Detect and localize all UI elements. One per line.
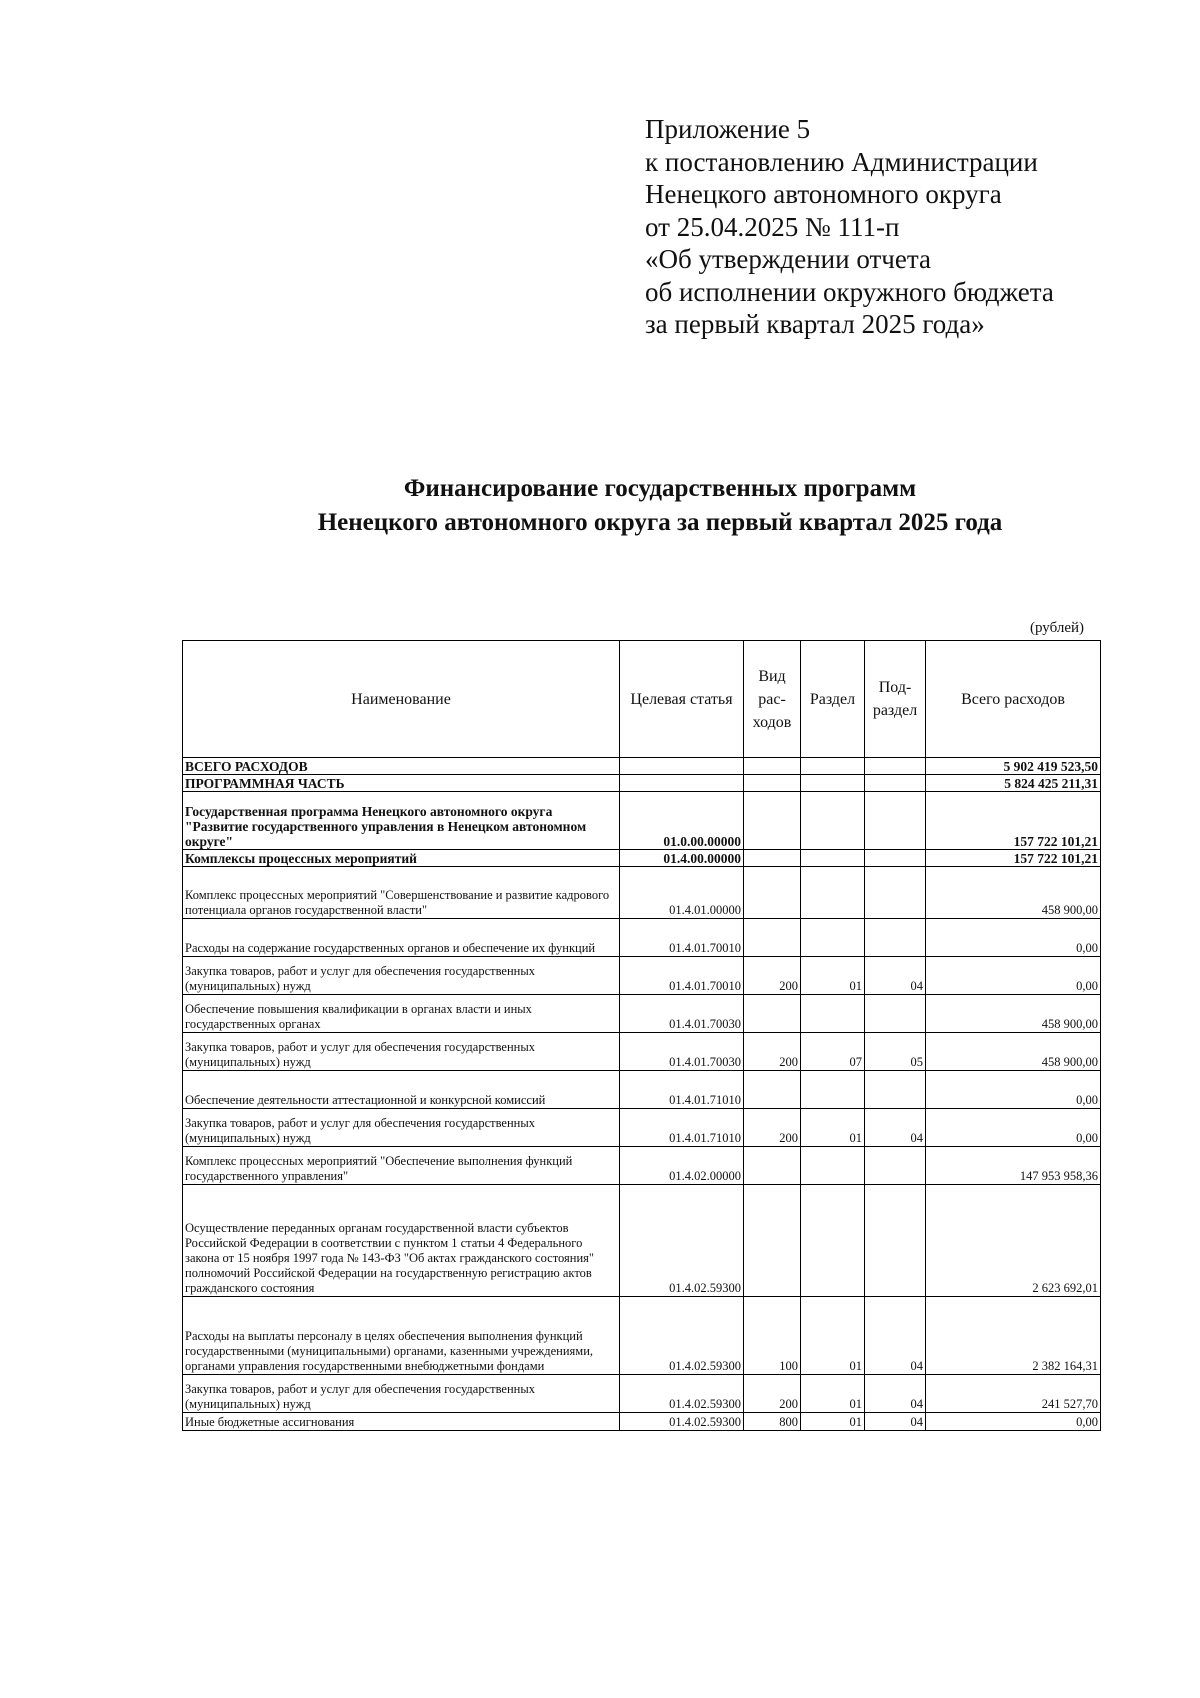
cell-total: 0,00 <box>926 919 1101 957</box>
title-line-2: Ненецкого автономного округа за первый квартал 2025 года <box>317 509 1003 536</box>
cell-name: Закупка товаров, работ и услуг для обеспечения государственных (муниципальных) нужд <box>183 1109 620 1147</box>
cell-section <box>801 850 865 867</box>
cell-subsection <box>865 995 926 1033</box>
header-name: Наименование <box>183 641 620 758</box>
cell-section <box>801 1071 865 1109</box>
cell-total: 5 824 425 211,31 <box>926 775 1101 792</box>
cell-total: 458 900,00 <box>926 995 1101 1033</box>
cell-section <box>801 775 865 792</box>
appendix-line: за первый квартал 2025 года» <box>645 309 985 339</box>
table-row <box>183 1071 1101 1109</box>
cell-subsection: 04 <box>865 1375 926 1413</box>
table-row <box>183 1147 1101 1185</box>
cell-section <box>801 867 865 919</box>
cell-total: 0,00 <box>926 1109 1101 1147</box>
table-row <box>183 867 1101 919</box>
cell-target: 01.4.00.00000 <box>620 850 744 867</box>
cell-target: 01.4.01.71010 <box>620 1109 744 1147</box>
cell-target: 01.4.02.00000 <box>620 1147 744 1185</box>
cell-subsection: 04 <box>865 1297 926 1375</box>
table-row <box>183 1185 1101 1297</box>
cell-type <box>744 1071 801 1109</box>
header-type: Вид рас- ходов <box>744 641 801 758</box>
header-section: Раздел <box>801 641 865 758</box>
cell-total: 0,00 <box>926 1413 1101 1431</box>
appendix-line: Приложение 5 <box>645 114 811 144</box>
cell-type <box>744 792 801 850</box>
appendix-line: «Об утверждении отчета <box>645 244 931 274</box>
cell-total: 147 953 958,36 <box>926 1147 1101 1185</box>
cell-target: 01.4.02.59300 <box>620 1297 744 1375</box>
cell-name: Закупка товаров, работ и услуг для обеспечения государственных (муниципальных) нужд <box>183 1033 620 1071</box>
cell-target: 01.4.01.70030 <box>620 1033 744 1071</box>
appendix-block <box>645 113 1054 341</box>
cell-type: 200 <box>744 1033 801 1071</box>
cell-section <box>801 1147 865 1185</box>
cell-total: 241 527,70 <box>926 1375 1101 1413</box>
cell-target <box>620 775 744 792</box>
table-header-row <box>183 641 1101 758</box>
cell-type <box>744 995 801 1033</box>
table-row <box>183 919 1101 957</box>
cell-subsection: 04 <box>865 957 926 995</box>
cell-target: 01.4.01.71010 <box>620 1071 744 1109</box>
cell-name: Государственная программа Ненецкого автономного округа "Развитие государственного управления в Ненецком автономном округе" <box>183 792 620 850</box>
cell-type: 200 <box>744 1375 801 1413</box>
appendix-line: от 25.04.2025 № 111-п <box>645 211 900 242</box>
cell-section: 01 <box>801 1297 865 1375</box>
cell-subsection: 04 <box>865 1413 926 1431</box>
cell-target: 01.4.02.59300 <box>620 1413 744 1431</box>
table-row <box>183 1109 1101 1147</box>
header-subsection: Под- раздел <box>865 641 926 758</box>
cell-target: 01.0.00.00000 <box>620 792 744 850</box>
cell-type <box>744 758 801 775</box>
cell-name: Закупка товаров, работ и услуг для обеспечения государственных (муниципальных) нужд <box>183 957 620 995</box>
cell-section <box>801 1185 865 1297</box>
cell-name: Комплекс процессных мероприятий "Совершенствование и развитие кадрового потенциала органов государственной власти" <box>183 867 620 919</box>
cell-section: 01 <box>801 1109 865 1147</box>
cell-type <box>744 775 801 792</box>
cell-type: 100 <box>744 1297 801 1375</box>
cell-subsection <box>865 867 926 919</box>
cell-total: 458 900,00 <box>926 1033 1101 1071</box>
cell-total: 2 623 692,01 <box>926 1185 1101 1297</box>
cell-name: Расходы на содержание государственных органов и обеспечение их функций <box>183 919 620 957</box>
cell-type <box>744 1147 801 1185</box>
cell-type: 800 <box>744 1413 801 1431</box>
table-row <box>183 957 1101 995</box>
appendix-line: к постановлению Администрации <box>645 146 1038 177</box>
cell-name: Закупка товаров, работ и услуг для обеспечения государственных (муниципальных) нужд <box>183 1375 620 1413</box>
cell-section <box>801 919 865 957</box>
table-row <box>183 995 1101 1033</box>
cell-subsection <box>865 758 926 775</box>
cell-target <box>620 758 744 775</box>
cell-name: ПРОГРАММНАЯ ЧАСТЬ <box>183 775 620 792</box>
cell-total: 0,00 <box>926 957 1101 995</box>
cell-type <box>744 867 801 919</box>
document-title <box>180 472 1140 540</box>
financing-table <box>182 640 1101 1431</box>
table-row <box>183 1375 1101 1413</box>
cell-subsection <box>865 775 926 792</box>
cell-subsection <box>865 1185 926 1297</box>
table-row <box>183 850 1101 867</box>
cell-total: 458 900,00 <box>926 867 1101 919</box>
header-target: Целевая статья <box>620 641 744 758</box>
cell-name: Обеспечение деятельности аттестационной и конкурсной комиссий <box>183 1071 620 1109</box>
cell-name: Осуществление переданных органам государственной власти субъектов Российской Федерации в соответствии с пунктом 1 статьи 4 Федерального закона от 15 ноября 1997 года № 143-ФЗ "Об актах гражданского состояния" полномочий Российской Федерации на государственную регистрацию актов гражданского состояния <box>183 1185 620 1297</box>
header-total: Всего расходов <box>926 641 1101 758</box>
cell-total: 157 722 101,21 <box>926 850 1101 867</box>
cell-subsection: 05 <box>865 1033 926 1071</box>
table-row <box>183 1033 1101 1071</box>
cell-section: 01 <box>801 1413 865 1431</box>
cell-target: 01.4.02.59300 <box>620 1375 744 1413</box>
cell-name: Обеспечение повышения квалификации в органах власти и иных государственных органах <box>183 995 620 1033</box>
cell-type: 200 <box>744 1109 801 1147</box>
cell-target: 01.4.01.00000 <box>620 867 744 919</box>
cell-subsection: 04 <box>865 1109 926 1147</box>
table-row <box>183 1413 1101 1431</box>
appendix-line: Ненецкого автономного округа <box>645 179 1002 209</box>
cell-total: 5 902 419 523,50 <box>926 758 1101 775</box>
cell-target: 01.4.01.70010 <box>620 957 744 995</box>
cell-subsection <box>865 850 926 867</box>
cell-subsection <box>865 919 926 957</box>
cell-type: 200 <box>744 957 801 995</box>
units-label: (рублей) <box>1030 620 1085 636</box>
cell-name: Комплекс процессных мероприятий "Обеспечение выполнения функций государственного управления" <box>183 1147 620 1185</box>
cell-target: 01.4.01.70030 <box>620 995 744 1033</box>
cell-total: 2 382 164,31 <box>926 1297 1101 1375</box>
cell-section <box>801 995 865 1033</box>
table-row <box>183 775 1101 792</box>
cell-name: Иные бюджетные ассигнования <box>183 1413 620 1431</box>
title-line-1: Финансирование государственных программ <box>403 475 917 502</box>
cell-type <box>744 850 801 867</box>
cell-section: 01 <box>801 957 865 995</box>
cell-name: Комплексы процессных мероприятий <box>183 850 620 867</box>
cell-subsection <box>865 1147 926 1185</box>
cell-target: 01.4.01.70010 <box>620 919 744 957</box>
cell-subsection <box>865 792 926 850</box>
table-row <box>183 1297 1101 1375</box>
cell-name: ВСЕГО РАСХОДОВ <box>183 758 620 775</box>
cell-section <box>801 792 865 850</box>
cell-section: 01 <box>801 1375 865 1413</box>
cell-total: 0,00 <box>926 1071 1101 1109</box>
appendix-line: об исполнении окружного бюджета <box>645 276 1054 307</box>
cell-target: 01.4.02.59300 <box>620 1185 744 1297</box>
cell-total: 157 722 101,21 <box>926 792 1101 850</box>
cell-type <box>744 1185 801 1297</box>
table-row <box>183 758 1101 775</box>
cell-subsection <box>865 1071 926 1109</box>
cell-name: Расходы на выплаты персоналу в целях обеспечения выполнения функций государственными (муниципальными) органами, казенными учреждениями, органами управления государственными внебюджетными фондами <box>183 1297 620 1375</box>
table-row <box>183 792 1101 850</box>
cell-section <box>801 758 865 775</box>
cell-section: 07 <box>801 1033 865 1071</box>
cell-type <box>744 919 801 957</box>
